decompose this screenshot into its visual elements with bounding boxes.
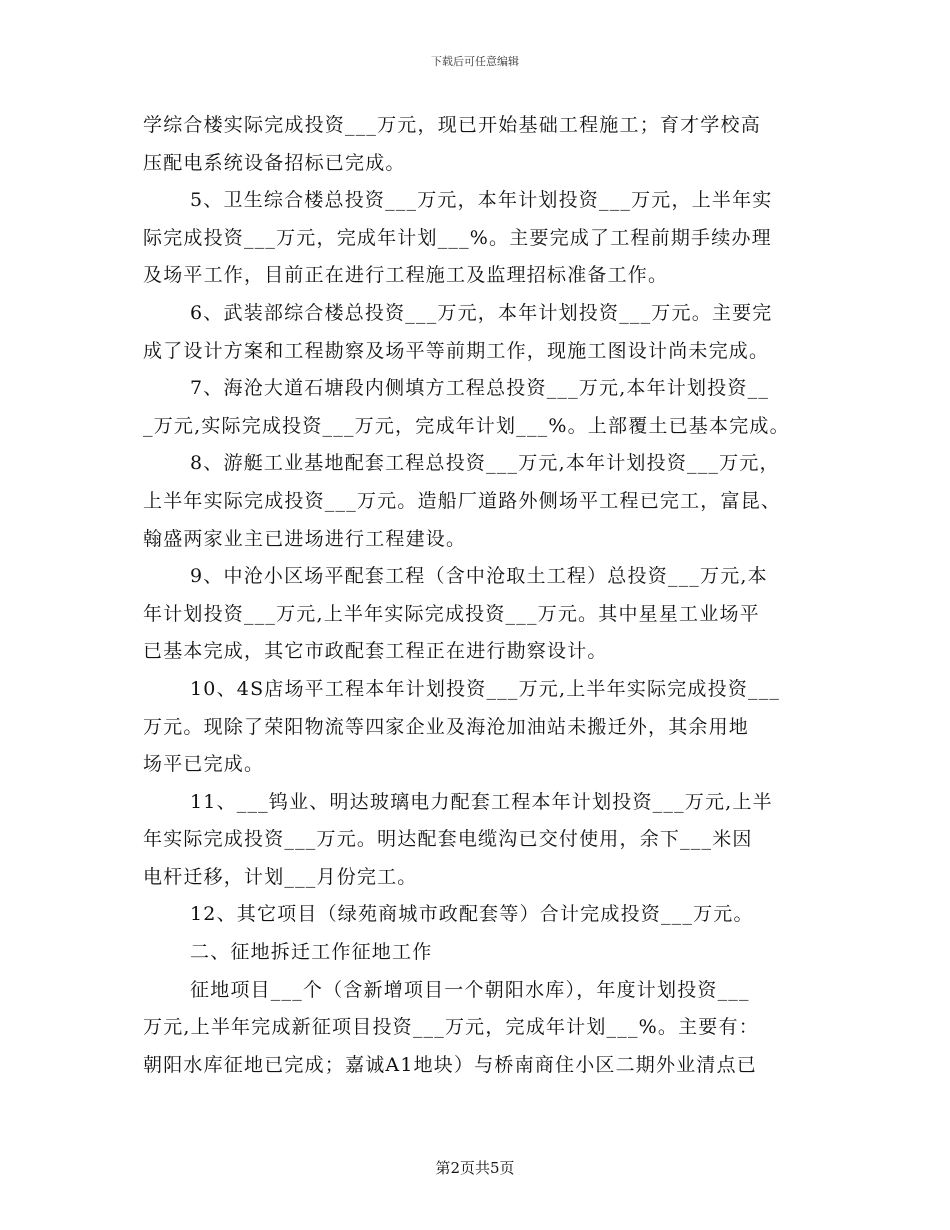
text-line: 9、中沧小区场平配套工程（含中沧取土工程）总投资___万元,本 bbox=[190, 565, 768, 588]
text-line: 年实际完成投资___万元。明达配套电缆沟已交付使用，余下___米因 bbox=[143, 828, 753, 851]
text-line: 电杆迁移，计划___月份完工。 bbox=[143, 865, 418, 888]
text-line: 二、征地拆迁工作征地工作 bbox=[190, 941, 433, 964]
text-line: 5、卫生综合楼总投资___万元，本年计划投资___万元，上半年实 bbox=[190, 189, 773, 212]
text-line: 8、游艇工业基地配套工程总投资___万元,本年计划投资___万元， bbox=[190, 452, 780, 475]
text-line: 及场平工作，目前正在进行工程施工及监理招标准备工作。 bbox=[143, 264, 669, 287]
text-line: _万元,实际完成投资___万元，完成年计划___%。上部覆土已基本完成。 bbox=[143, 414, 790, 437]
text-line: 6、武装部综合楼总投资___万元，本年计划投资___万元。主要完 bbox=[190, 301, 773, 324]
text-line: 年计划投资___万元,上半年实际完成投资___万元。其中星星工业场平 bbox=[143, 602, 760, 625]
text-line: 翰盛两家业主已进场进行工程建设。 bbox=[143, 527, 467, 550]
text-line: 万元,上半年完成新征项目投资___万元，完成年计划___%。主要有： bbox=[143, 1016, 759, 1039]
text-line: 朝阳水库征地已完成；嘉诚A1地块）与桥南商住小区二期外业清点已 bbox=[143, 1053, 758, 1076]
text-line: 11、___钨业、明达玻璃电力配套工程本年计划投资___万元,上半 bbox=[190, 790, 773, 813]
document-body bbox=[143, 107, 819, 1084]
text-line: 压配电系统设备招标已完成。 bbox=[143, 151, 406, 174]
text-line: 征地项目___个（含新增项目一个朝阳水库），年度计划投资___ bbox=[190, 978, 750, 1001]
text-line: 学综合楼实际完成投资___万元，现已开始基础工程施工；育才学校高 bbox=[143, 114, 761, 136]
text-line: 场平已完成。 bbox=[143, 753, 265, 776]
page-header: 下载后可任意编辑 bbox=[431, 55, 519, 68]
text-line: 万元。现除了荣阳物流等四家企业及海沧加油站未搬迁外，其余用地 bbox=[143, 715, 750, 738]
text-line: 已基本完成，其它市政配套工程正在进行勘察设计。 bbox=[143, 640, 608, 663]
text-line: 成了设计方案和工程勘察及场平等前期工作，现施工图设计尚未完成。 bbox=[143, 339, 770, 362]
text-line: 12、其它项目（绿苑商城市政配套等）合计完成投资___万元。 bbox=[190, 903, 754, 926]
text-line: 10、4S店场平工程本年计划投资___万元,上半年实际完成投资___ bbox=[190, 677, 781, 700]
text-line: 际完成投资___万元，完成年计划___%。主要完成了工程前期手续办理 bbox=[143, 226, 772, 249]
text-line: 7、海沧大道石塘段内侧填方工程总投资___万元,本年计划投资__ bbox=[190, 377, 770, 400]
page-footer: 第2页共5页 bbox=[435, 1159, 515, 1177]
text-line: 上半年实际完成投资___万元。造船厂道路外侧场平工程已完工，富昆、 bbox=[143, 489, 782, 512]
